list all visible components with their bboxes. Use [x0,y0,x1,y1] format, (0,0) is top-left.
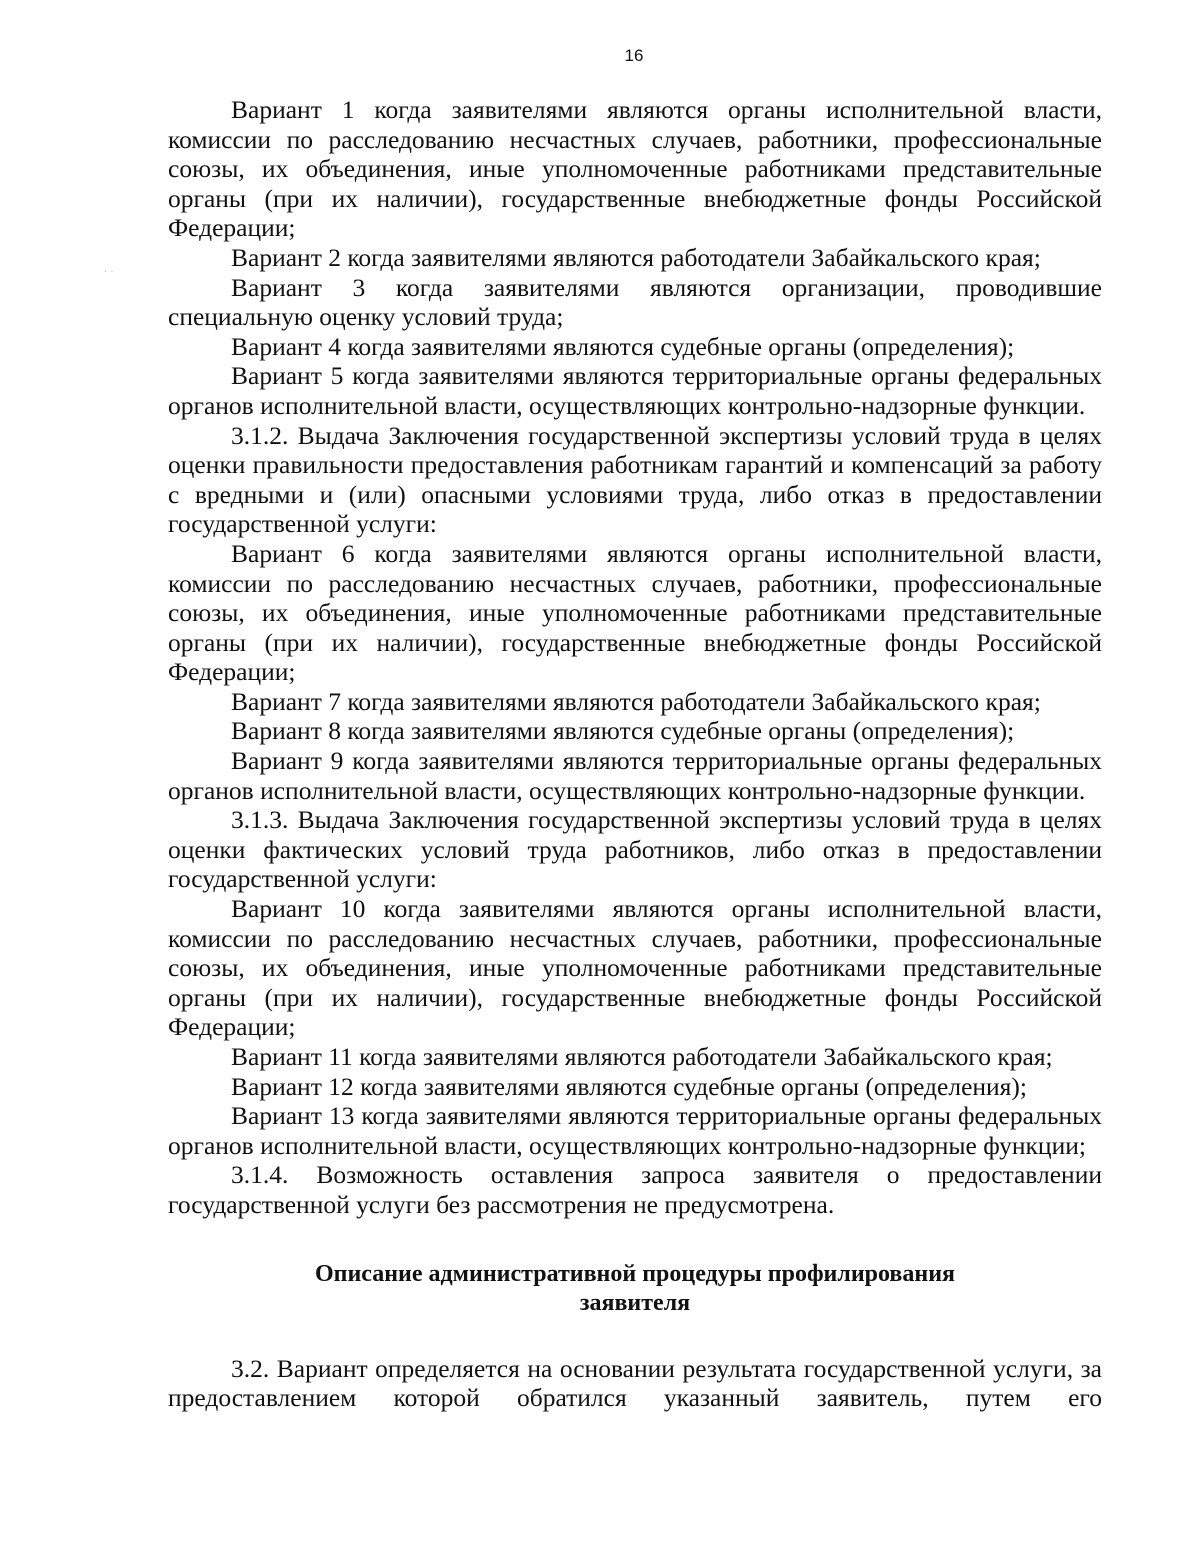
paragraph-variant-11: Вариант 11 когда заявителями являются работодатели Забайкальского края; [231,1042,1053,1071]
paragraph-variant-12: Вариант 12 когда заявителями являются судебные органы (определения); [231,1071,1027,1101]
section-heading-line-2: заявителя [579,1290,691,1317]
paragraph-variant-9: Вариант 9 когда заявителями являются территориальные органы федеральных органов исполнительной власти, осуществляющих контрольно-надзорные функции. [168,746,1102,805]
paragraph-variant-4: Вариант 4 когда заявителями являются судебные органы (определения); [231,331,1015,361]
page-number: 16 [624,46,644,65]
paragraph-3-2: 3.2. Вариант определяется на основании результата государственной услуги, за предоставлением которой обратился указанный заявитель, путем его [168,1353,1102,1413]
paragraph-variant-6: Вариант 6 когда заявителями являются органы исполнительной власти, комиссии по расследованию несчастных случаев, работники, профессиональные союзы, их объединения, иные уполномоченные работниками представительные органы (при их наличии), государственные внебюджетные фонды Российской Федерации; [168,538,1102,687]
paragraph-variant-3: Вариант 3 когда заявителями являются организации, проводившие специальную оценку условий труда; [168,272,1102,332]
paragraph-variant-7: Вариант 7 когда заявителями являются работодатели Забайкальского края; [231,686,1041,716]
margin-mark: . . [104,264,114,275]
paragraph-3-1-2: 3.1.2. Выдача Заключения государственной экспертизы условий труда в целях оценки правильности предоставления работникам гарантий и компенсаций за работу с вредными и (или) опасными условиями труда, либо отказ в предоставлении государственной услуги: [168,420,1102,539]
paragraph-variant-1: Вариант 1 когда заявителями являются органы исполнительной власти, комиссии по расследованию несчастных случаев, работники, профессиональные союзы, их объединения, иные уполномоченные работниками представительные органы (при их наличии), государственные внебюджетные фонды Российской Федерации; [168,95,1102,243]
paragraph-variant-5: Вариант 5 когда заявителями являются территориальные органы федеральных органов исполнительной власти, осуществляющих контрольно-надзорные функции. [168,361,1102,420]
paragraph-variant-2: Вариант 2 когда заявителями являются работодатели Забайкальского края; [231,242,1041,272]
section-heading-line-1: Описание административной процедуры профилирования [314,1260,956,1287]
paragraph-3-1-4: 3.1.4. Возможность оставления запроса заявителя о предоставлении государственной услуги без рассмотрения не предусмотрена. [168,1160,1102,1219]
paragraph-3-1-3: 3.1.3. Выдача Заключения государственной экспертизы условий труда в целях оценки фактических условий труда работников, либо отказ в предоставлении государственной услуги: [168,805,1102,894]
section-heading [168,1260,1102,1319]
document-body [168,95,1102,1413]
paragraph-variant-13: Вариант 13 когда заявителями являются территориальные органы федеральных органов исполнительной власти, осуществляющих контрольно-надзорные функции; [168,1101,1102,1160]
paragraph-variant-8: Вариант 8 когда заявителями являются судебные органы (определения); [231,716,1015,746]
spacer [168,1319,1102,1354]
paragraph-variant-10: Вариант 10 когда заявителями являются органы исполнительной власти, комиссии по расследованию несчастных случаев, работники, профессиональные союзы, их объединения, иные уполномоченные работниками представительные органы (при их наличии), государственные внебюджетные фонды Российской Федерации; [168,894,1102,1042]
